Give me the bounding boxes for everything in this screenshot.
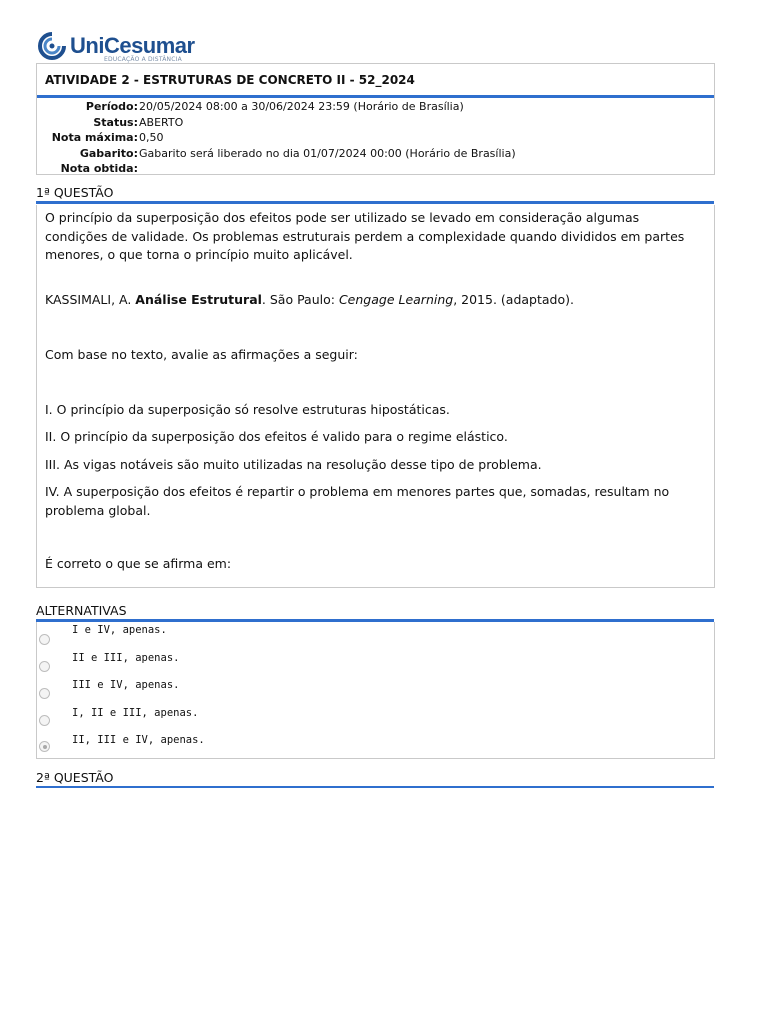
- alternative-option[interactable]: [37, 734, 714, 760]
- question-2-divider: [36, 786, 714, 788]
- radio-button[interactable]: [39, 661, 50, 672]
- statement-4: IV. A superposição dos efeitos é repartir o problema em menores partes que, somadas, resultam no problema global.: [45, 484, 670, 518]
- info-value: 20/05/2024 08:00 a 30/06/2024 23:59 (Horário de Brasília): [139, 100, 464, 113]
- unicesumar-logo-icon: [36, 32, 68, 60]
- question-intro: O princípio da superposição dos efeitos pode ser utilizado se levado em consideração algumas condições de validade. Os problemas estruturais perdem a complexidade quando divididos em partes menores, o que torna o princípio muito aplicável.: [45, 210, 685, 262]
- info-row-gabarito: [37, 146, 714, 162]
- question-1-divider: [36, 201, 714, 204]
- info-label: Status:: [93, 115, 138, 129]
- radio-button-selected[interactable]: [39, 741, 50, 752]
- brand-name: UniCesumar: [70, 33, 195, 58]
- info-label: Nota obtida:: [60, 162, 138, 175]
- info-value: ABERTO: [139, 115, 184, 129]
- header-divider: [37, 95, 714, 98]
- info-label: Período:: [85, 100, 138, 113]
- question-2-heading: 2ª QUESTÃO: [36, 770, 114, 785]
- question-1-body: [36, 205, 715, 588]
- info-row-status: [37, 115, 714, 131]
- alternative-label[interactable]: II e III, apenas.: [72, 652, 180, 664]
- alternatives-list: [36, 622, 715, 759]
- activity-title: ATIVIDADE 2 - ESTRUTURAS DE CONCRETO II - 52_2024: [45, 73, 415, 87]
- question-reference: KASSIMALI, A. Análise Estrutural. São Paulo: Cengage Learning, 2015. (adaptado).: [45, 292, 574, 307]
- info-row-periodo: [37, 99, 714, 115]
- alternative-option[interactable]: [37, 707, 714, 733]
- info-label: Nota máxima:: [51, 131, 138, 144]
- info-row-nota-obtida: [37, 161, 714, 177]
- alternative-label[interactable]: III e IV, apenas.: [72, 679, 180, 691]
- alternative-option[interactable]: [37, 624, 714, 650]
- question-prompt: Com base no texto, avalie as afirmações a seguir:: [45, 347, 358, 362]
- info-label: Gabarito:: [79, 146, 138, 160]
- statement-3: III. As vigas notáveis são muito utilizadas na resolução desse tipo de problema.: [45, 457, 542, 472]
- alternative-option[interactable]: [37, 679, 714, 705]
- unicesumar-logo: [36, 32, 196, 64]
- alternatives-heading: ALTERNATIVAS: [36, 603, 127, 618]
- activity-header: [36, 63, 715, 175]
- info-value: Gabarito será liberado no dia 01/07/2024 00:00 (Horário de Brasília): [139, 146, 516, 160]
- statement-2: II. O princípio da superposição dos efeitos é valido para o regime elástico.: [45, 429, 508, 444]
- question-1-heading: 1ª QUESTÃO: [36, 185, 114, 200]
- brand-tagline: EDUCAÇÃO A DISTÂNCIA: [104, 56, 182, 63]
- info-row-nota-maxima: [37, 130, 714, 146]
- radio-button[interactable]: [39, 634, 50, 645]
- info-value: 0,50: [139, 131, 164, 144]
- question-closing: É correto o que se afirma em:: [45, 556, 232, 571]
- activity-info: [37, 99, 714, 177]
- radio-button[interactable]: [39, 715, 50, 726]
- alternative-label[interactable]: II, III e IV, apenas.: [72, 734, 205, 746]
- alternative-option[interactable]: [37, 652, 714, 678]
- radio-button[interactable]: [39, 688, 50, 699]
- statement-1: I. O princípio da superposição só resolve estruturas hipostáticas.: [45, 402, 450, 417]
- alternative-label[interactable]: I, II e III, apenas.: [72, 707, 199, 719]
- alternative-label[interactable]: I e IV, apenas.: [72, 624, 167, 636]
